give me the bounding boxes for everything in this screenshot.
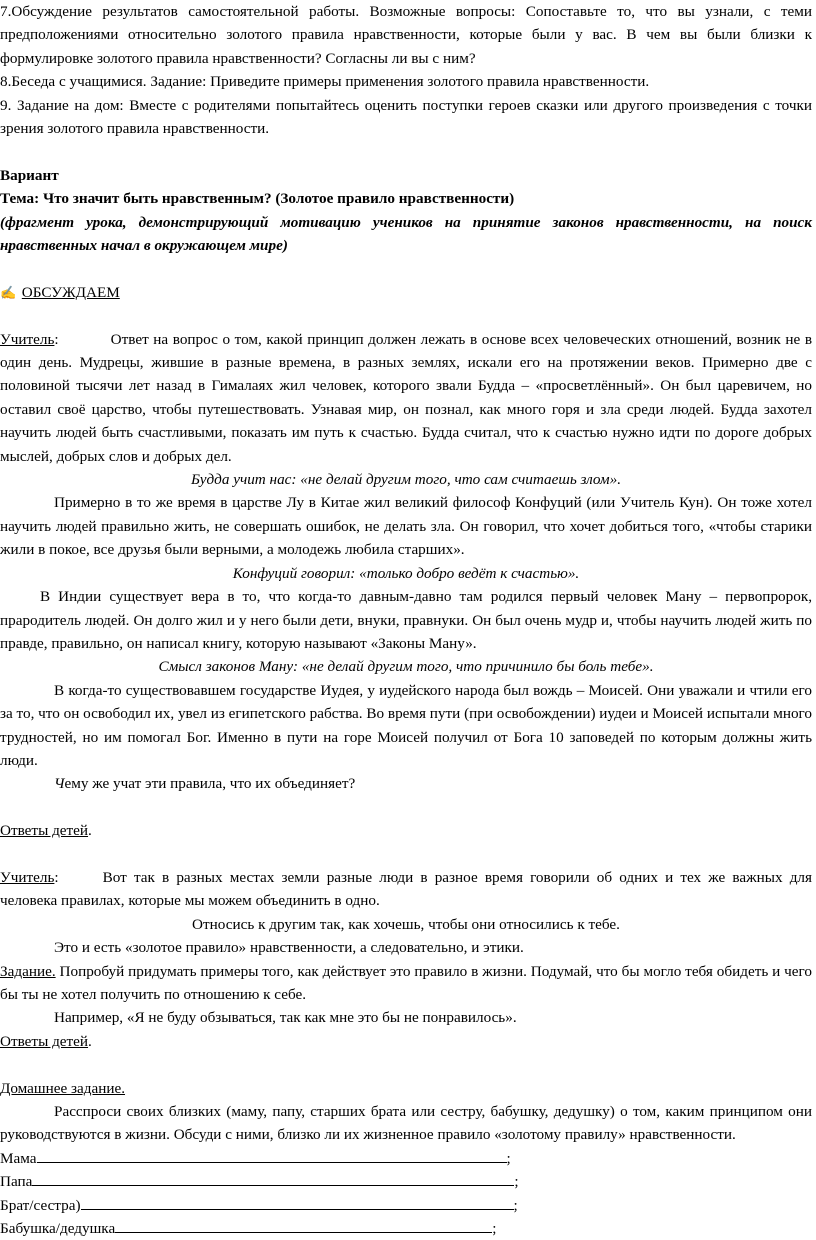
teacher-paragraph-2: Учитель: Вот так в разных местах земли разные люди в разное время говорили об одних и тех же важных для человека правилах, которые мы можем объединить в одно. (0, 868, 812, 910)
spacer (0, 304, 812, 327)
golden-rule-note: Это и есть «золотое правило» нравственности, а следовательно, и этики. (54, 939, 524, 957)
moses-paragraph: В когда-то существовавшем государстве Иудея, у иудейского народа был вождь – Моисей. Они уважали и чтили его за то, что он освободил их, увел из египетского рабства. Во время пути (при освобождении) иудеи и Моисей испытали много трудностей, но им помогал Бог. Именно в пути на горе Моисей получил от Бога 10 заповедей по которым должны жить люди. (0, 681, 813, 769)
teacher-text: Ответ на вопрос о том, какой принцип должен лежать в основе всех человеческих отношений, возник не в один день. Мудрецы, жившие в разные времена, в разных землях, искали его на протяжении веков. Примерно две с половиной тысячи лет назад в Гималаях жил человек, которого звали Будда – «просветлённый». Он был царевичем, но оставил своё царство, чтобы путешествовать. Узнавая мир, он познал, как много горя и зла среди людей. Будда захотел научить людей быть счастливыми, показать им путь к счастью. Будда считал, что к счастью нужно идти по дороге добрых мыслей, добрых слов и добрых дел. (0, 330, 812, 465)
spacer (0, 257, 812, 280)
example-line: Например, «Я не буду обзываться, так как мне это бы не понравилось». (54, 1009, 517, 1027)
teacher-label: Учитель (0, 330, 55, 348)
fill-line-sibling[interactable]: Брат/сестра) ; (0, 1194, 812, 1217)
spacer (0, 843, 812, 866)
teacher-label-2: Учитель (0, 868, 55, 886)
discuss-heading (0, 281, 812, 304)
confucius-quote: Конфуций говорил: «только добро ведёт к счастью». (232, 564, 580, 582)
buddha-quote: Будда учит нас: «не делай другим того, что сам считаешь злом». (190, 471, 621, 489)
fill-line-papa[interactable]: Папа ; (0, 1170, 812, 1193)
task-label: Задание. (0, 962, 56, 980)
paragraph-8: 8.Беседа с учащимися. Задание: Приведите примеры применения золотого правила нравственности. (0, 73, 650, 91)
children-answers-1: Ответы детей. (0, 822, 92, 840)
manu-quote: Смысл законов Ману: «не делай другим того, что причинило бы боль тебе». (158, 658, 654, 676)
homework-heading: Домашнее задание. (0, 1079, 126, 1097)
discuss-label: ОБСУЖДАЕМ (21, 283, 120, 301)
fragment-note: (фрагмент урока, демонстрирующий мотивацию учеников на принятие законов нравственности, на поиск нравственных начал в окружающем мире) (0, 213, 812, 255)
task-paragraph: Задание. Попробуй придумать примеры того, как действует это правило в жизни. Подумай, что бы могло тебя обидеть и чего бы ты не хотел получить по отношению к себе. (0, 962, 812, 1003)
homework-paragraph: Расспроси своих близких (маму, папу, старших брата или сестру, бабушку, дедушку) о том, каким принципом они руководствуются в жизни. Обсуди с ними, близко ли их жизненное правило «золотому правилу» нравственности. (0, 1103, 812, 1144)
spacer (0, 796, 812, 819)
fill-line-grandparent[interactable]: Бабушка/дедушка ; (0, 1217, 812, 1240)
theme-heading: Тема: Что значит быть нравственным? (Золотое правило нравственности) (0, 190, 515, 208)
fill-line-mama[interactable]: Мама ; (0, 1147, 812, 1170)
paragraph-7: 7.Обсуждение результатов самостоятельной работы. Возможные вопросы: Сопоставьте то, что вы узнали, с теми предположениями относительно золотого правила нравственности, которые были у вас. В чем вы были близки к формулировке золотого правила нравственности? Согласны ли вы с ним? (0, 3, 812, 67)
confucius-paragraph: Примерно в то же время в царстве Лу в Китае жил великий философ Конфуций (или Учитель Кун). Он тоже хотел научить людей правильно жить, не совершать ошибок, не делать зла. Он говорил, что хочет добиться того, «чтобы старики жили в покое, все друзья были верными, а молодежь любила старших». (0, 494, 812, 559)
teacher-paragraph-1: Учитель: Ответ на вопрос о том, какой принцип должен лежать в основе всех человеческих отношений, возник не в один день. Мудрецы, жившие в разные времена, в разных землях, искали его на протяжении веков. Примерно две с половиной тысячи лет назад в Гималаях жил человек, которого звали Будда – «просветлённый». Он был царевичем, но оставил своё царство, чтобы путешествовать. Узнавая мир, он познал, как много горя и зла среди людей. Будда захотел научить людей быть счастливыми, показать им путь к счастью. Будда считал, что к счастью нужно идти по дороге добрых мыслей, добрых слов и добрых дел. (0, 330, 812, 465)
writing-hand-icon: ✍ (0, 284, 17, 300)
manu-paragraph: В Индии существует вера в то, что когда-то давным-давно там родился первый человек Ману – первопророк, прародитель людей. Он долго жил и у него были дети, внуки, правнуки. Он был очень мудр и, чтобы научить людей жить по правде, правильно, он написал книгу, которую называют «Законы Ману». (0, 588, 812, 652)
paragraph-9: 9. Задание на дом: Вместе с родителями попытайтесь оценить поступки героев сказки или другого произведения с точки зрения золотого правила нравственности. (0, 96, 812, 138)
golden-rule: Относись к другим так, как хочешь, чтобы они относились к тебе. (192, 915, 620, 933)
spacer (0, 1053, 812, 1076)
spacer (0, 140, 812, 163)
children-answers-2: Ответы детей. (0, 1032, 92, 1050)
question-line: Чему же учат эти правила, что их объединяет? (54, 775, 356, 793)
variant-heading: Вариант (0, 166, 59, 184)
